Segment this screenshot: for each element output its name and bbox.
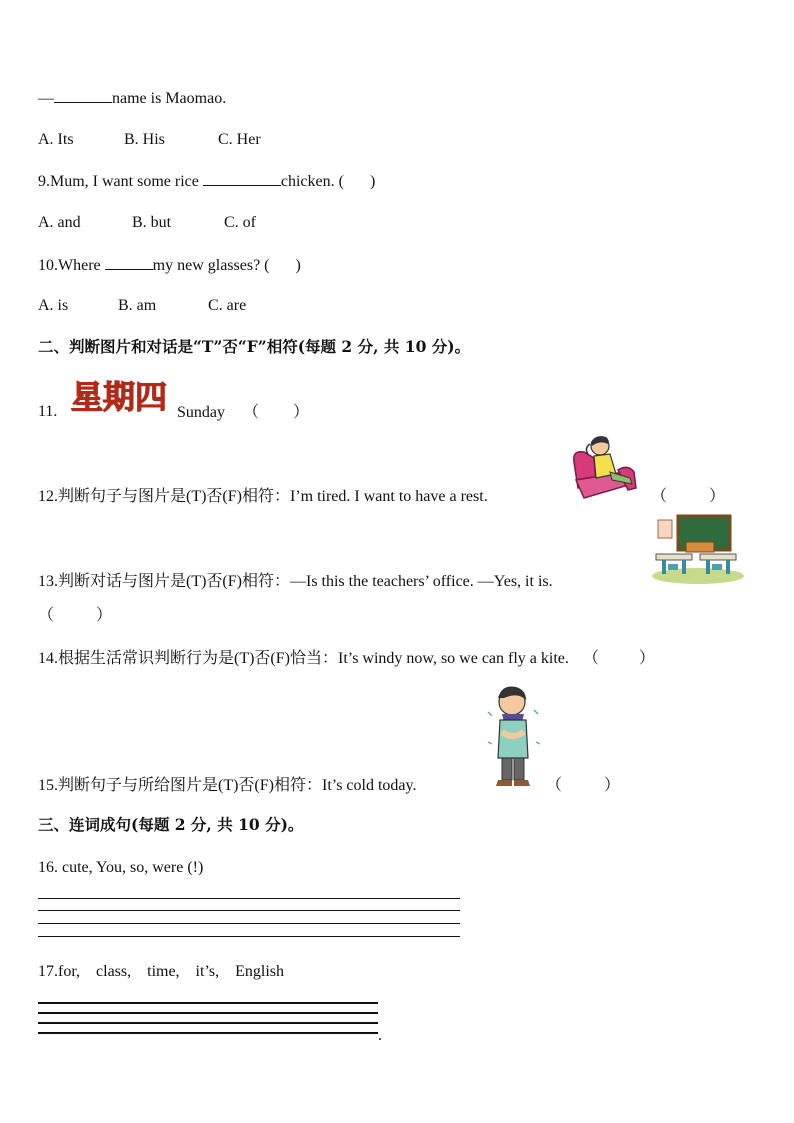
question-15-text: 15.判断句子与所给图片是(T)否(F)相符：It’s cold today. xyxy=(38,777,417,794)
writing-line[interactable] xyxy=(38,923,460,924)
thursday-characters-image xyxy=(66,372,172,418)
option-b: B. but xyxy=(132,214,172,231)
dash: — xyxy=(38,90,54,107)
paren-close: ） xyxy=(638,650,655,667)
paren-close: ) xyxy=(295,257,301,274)
writing-line[interactable] xyxy=(38,1002,378,1004)
question-13-answer xyxy=(38,606,112,626)
writing-line[interactable] xyxy=(38,898,460,899)
paren-close: ） xyxy=(293,404,310,421)
section-3-heading: 三、连词成句(每题 2 分, 共 10 分)。 xyxy=(38,815,304,834)
tired-boy-sofa-image xyxy=(566,432,644,504)
writing-line[interactable] xyxy=(38,1012,378,1014)
paren-open: （ xyxy=(546,777,563,794)
writing-line[interactable] xyxy=(38,1022,378,1024)
question-9-stem xyxy=(38,171,375,192)
question-14-text: 14.根据生活常识判断行为是(T)否(F)恰当：It’s windy now, so we can fly a kite. （ ） xyxy=(38,650,655,667)
question-8-stem xyxy=(38,88,226,109)
question-10-stem xyxy=(38,255,301,276)
question-11-text: Sunday （ ） xyxy=(177,404,310,421)
option-b: B. His xyxy=(124,131,165,148)
question-9-text: 9.Mum, I want some rice xyxy=(38,173,199,190)
answer-blank[interactable] xyxy=(105,255,153,270)
question-9-options xyxy=(38,213,256,233)
question-8-options xyxy=(38,130,261,150)
option-c: C. of xyxy=(224,214,256,231)
option-b: B. am xyxy=(118,297,157,314)
paren-close: ) xyxy=(369,173,376,190)
question-10-options xyxy=(38,296,246,316)
question-17-text: 17.for, class, time, it’s, English xyxy=(38,963,285,980)
question-12-text: 12.判断句子与图片是(T)否(F)相符：I’m tired. I want to have a rest. xyxy=(38,488,488,505)
option-a: A. and xyxy=(38,214,81,231)
question-15-answer xyxy=(546,776,620,796)
answer-blank[interactable] xyxy=(203,171,281,186)
classroom-image xyxy=(650,514,746,586)
paren-open: （ xyxy=(38,607,55,624)
end-period: . xyxy=(378,1027,382,1044)
option-c: C. Her xyxy=(218,131,261,148)
question-13-text: 13.判断对话与图片是(T)否(F)相符：—Is this the teachers’ office. —Yes, it is. xyxy=(38,573,553,590)
option-a: A. Its xyxy=(38,131,74,148)
question-9-after: chicken. ( xyxy=(280,173,344,190)
writing-line[interactable] xyxy=(38,910,460,911)
image-text: 星期四 xyxy=(70,378,168,416)
paren-open: （ xyxy=(651,488,668,505)
question-16-text: 16. cute, You, so, were (!) xyxy=(38,859,204,876)
paren-close: ） xyxy=(96,607,113,624)
option-c: C. are xyxy=(208,297,247,314)
paren-open: （ xyxy=(582,650,599,667)
writing-line[interactable] xyxy=(38,936,460,937)
paren-close: ） xyxy=(709,488,726,505)
question-11-number: 11. xyxy=(38,403,58,420)
question-10-after: my new glasses? ( xyxy=(152,257,270,274)
paren-close: ） xyxy=(604,777,621,794)
answer-blank[interactable] xyxy=(54,88,112,103)
question-10-text: 10.Where xyxy=(38,257,101,274)
question-8-text: name is Maomao. xyxy=(112,90,227,107)
question-12-answer xyxy=(651,487,725,507)
section-2-heading: 二、判断图片和对话是“T”否“F”相符(每题 2 分, 共 10 分)。 xyxy=(38,337,471,356)
cold-boy-image xyxy=(484,682,544,794)
writing-line[interactable] xyxy=(38,1032,378,1034)
option-a: A. is xyxy=(38,297,69,314)
paren-open: （ xyxy=(243,404,260,421)
